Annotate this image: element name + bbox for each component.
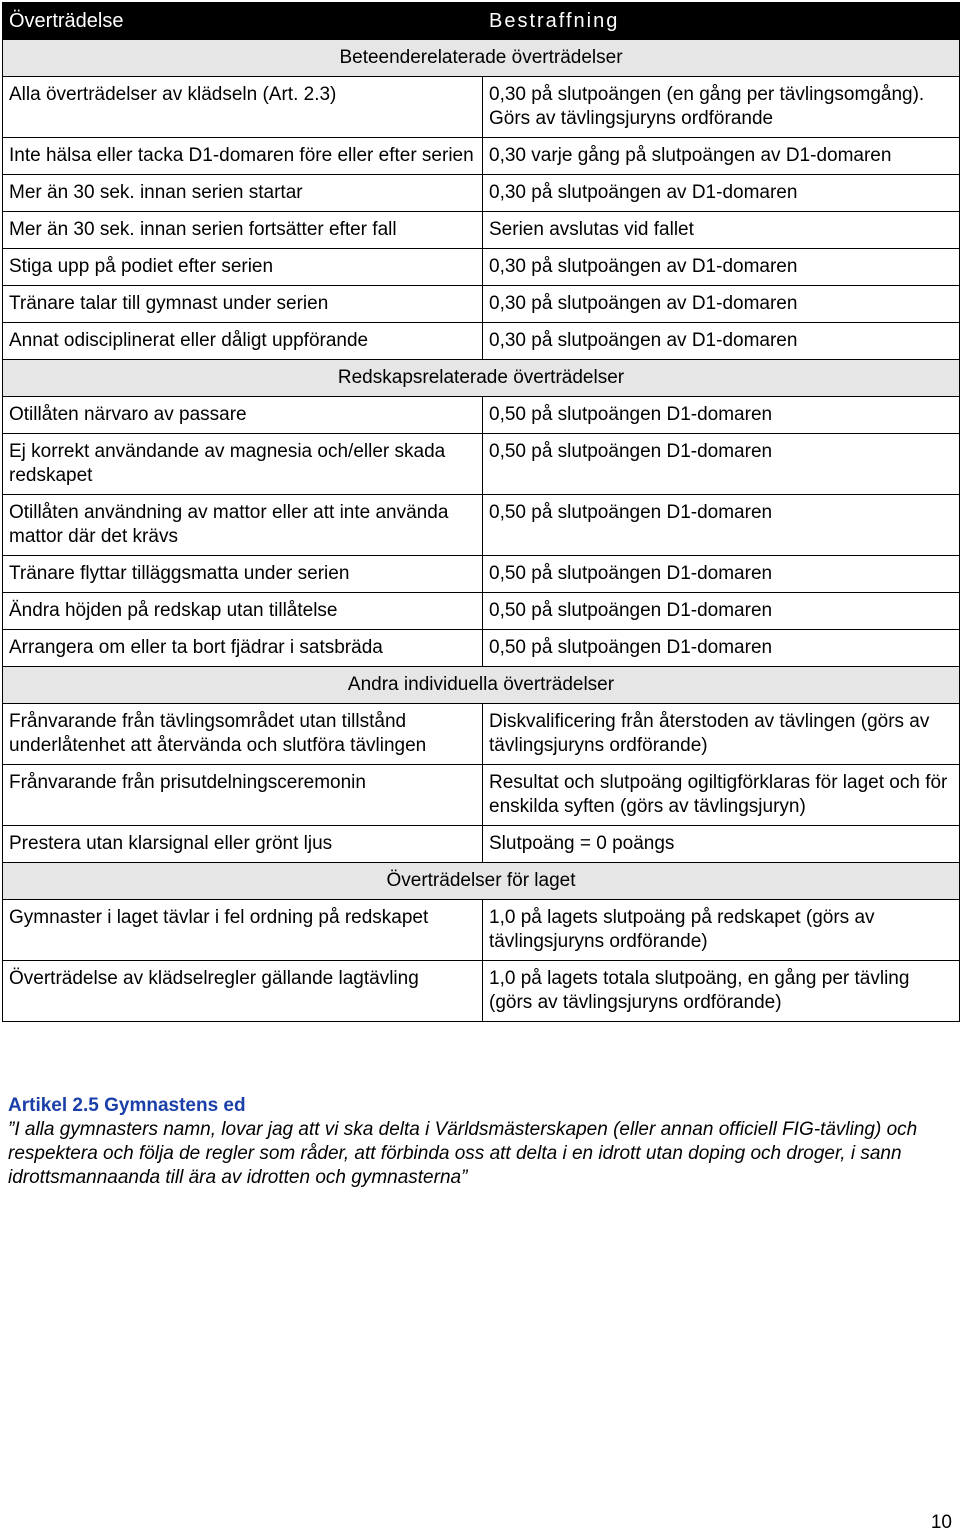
header-penalty: Bestraffning: [483, 3, 960, 40]
violation-cell: Gymnaster i laget tävlar i fel ordning på redskapet: [3, 900, 483, 961]
violation-cell: Otillåten närvaro av passare: [3, 397, 483, 434]
table-row: [3, 826, 960, 863]
table-row: [3, 323, 960, 360]
penalty-cell: 0,30 på slutpoängen (en gång per tävlingsomgång). Görs av tävlingsjuryns ordförande: [483, 77, 960, 138]
section-title: Andra individuella överträdelser: [3, 667, 960, 704]
table-row: [3, 765, 960, 826]
table-row: [3, 900, 960, 961]
oath-title: Artikel 2.5 Gymnastens ed: [8, 1095, 246, 1116]
violation-cell: Tränare talar till gymnast under serien: [3, 286, 483, 323]
penalty-cell: 0,50 på slutpoängen D1-domaren: [483, 397, 960, 434]
section-title: Beteenderelaterade överträdelser: [3, 40, 960, 77]
oath-article: [8, 1094, 938, 1190]
penalty-cell: 0,50 på slutpoängen D1-domaren: [483, 495, 960, 556]
violation-cell: Ändra höjden på redskap utan tillåtelse: [3, 593, 483, 630]
table-row: [3, 286, 960, 323]
penalty-cell: 0,30 på slutpoängen av D1-domaren: [483, 323, 960, 360]
violation-cell: Prestera utan klarsignal eller grönt ljus: [3, 826, 483, 863]
page-number: 10: [930, 1512, 952, 1533]
section-header-row: [3, 40, 960, 77]
table-row: [3, 77, 960, 138]
table-row: [3, 212, 960, 249]
table-row: [3, 175, 960, 212]
section-header-row: [3, 667, 960, 704]
header-violation: Överträdelse: [3, 3, 483, 40]
table-row: [3, 434, 960, 495]
table-row: [3, 593, 960, 630]
table-row: [3, 138, 960, 175]
table-row: [3, 397, 960, 434]
table-header-row: [3, 3, 960, 40]
penalty-cell: 1,0 på lagets slutpoäng på redskapet (görs av tävlingsjuryns ordförande): [483, 900, 960, 961]
penalty-cell: 0,30 på slutpoängen av D1-domaren: [483, 249, 960, 286]
penalty-cell: 0,50 på slutpoängen D1-domaren: [483, 630, 960, 667]
penalty-cell: 0,30 på slutpoängen av D1-domaren: [483, 175, 960, 212]
section-title: Överträdelser för laget: [3, 863, 960, 900]
violation-cell: Tränare flyttar tilläggsmatta under serien: [3, 556, 483, 593]
violation-cell: Mer än 30 sek. innan serien startar: [3, 175, 483, 212]
penalty-table: [2, 2, 960, 1022]
section-header-row: [3, 360, 960, 397]
penalty-cell: Resultat och slutpoäng ogiltigförklaras för laget och för enskilda syften (görs av tävlingsjuryn): [483, 765, 960, 826]
violation-cell: Frånvarande från prisutdelningsceremonin: [3, 765, 483, 826]
violation-cell: Alla överträdelser av klädseln (Art. 2.3): [3, 77, 483, 138]
penalty-cell: Slutpoäng = 0 poängs: [483, 826, 960, 863]
penalty-cell: 0,50 på slutpoängen D1-domaren: [483, 556, 960, 593]
violation-cell: Stiga upp på podiet efter serien: [3, 249, 483, 286]
section-header-row: [3, 863, 960, 900]
violation-cell: Överträdelse av klädselregler gällande lagtävling: [3, 961, 483, 1022]
table-row: [3, 704, 960, 765]
table-row: [3, 249, 960, 286]
violation-cell: Arrangera om eller ta bort fjädrar i satsbräda: [3, 630, 483, 667]
penalty-cell: 0,30 på slutpoängen av D1-domaren: [483, 286, 960, 323]
penalty-cell: 0,30 varje gång på slutpoängen av D1-domaren: [483, 138, 960, 175]
section-title: Redskapsrelaterade överträdelser: [3, 360, 960, 397]
violation-cell: Annat odisciplinerat eller dåligt uppförande: [3, 323, 483, 360]
penalty-cell: 0,50 på slutpoängen D1-domaren: [483, 593, 960, 630]
violation-cell: Otillåten användning av mattor eller att inte använda mattor där det krävs: [3, 495, 483, 556]
violation-cell: Ej korrekt användande av magnesia och/eller skada redskapet: [3, 434, 483, 495]
violation-cell: Mer än 30 sek. innan serien fortsätter efter fall: [3, 212, 483, 249]
table-body: [3, 40, 960, 1022]
penalty-cell: Serien avslutas vid fallet: [483, 212, 960, 249]
table-row: [3, 495, 960, 556]
table-row: [3, 630, 960, 667]
table-row: [3, 961, 960, 1022]
table-row: [3, 556, 960, 593]
penalty-cell: 0,50 på slutpoängen D1-domaren: [483, 434, 960, 495]
violation-cell: Frånvarande från tävlingsområdet utan tillstånd underlåtenhet att återvända och slutföra tävlingen: [3, 704, 483, 765]
violation-cell: Inte hälsa eller tacka D1-domaren före eller efter serien: [3, 138, 483, 175]
penalty-cell: 1,0 på lagets totala slutpoäng, en gång per tävling (görs av tävlingsjuryns ordförande): [483, 961, 960, 1022]
penalty-cell: Diskvalificering från återstoden av tävlingen (görs av tävlingsjuryns ordförande): [483, 704, 960, 765]
oath-text: ”I alla gymnasters namn, lovar jag att vi ska delta i Världsmästerskapen (eller annan officiell FIG-tävling) och respektera och följa de regler som råder, att förbinda oss att delta i en idrott utan doping och droger, i sann idrottsmannaanda till ära av idrotten och gymnasterna”: [8, 1119, 918, 1188]
